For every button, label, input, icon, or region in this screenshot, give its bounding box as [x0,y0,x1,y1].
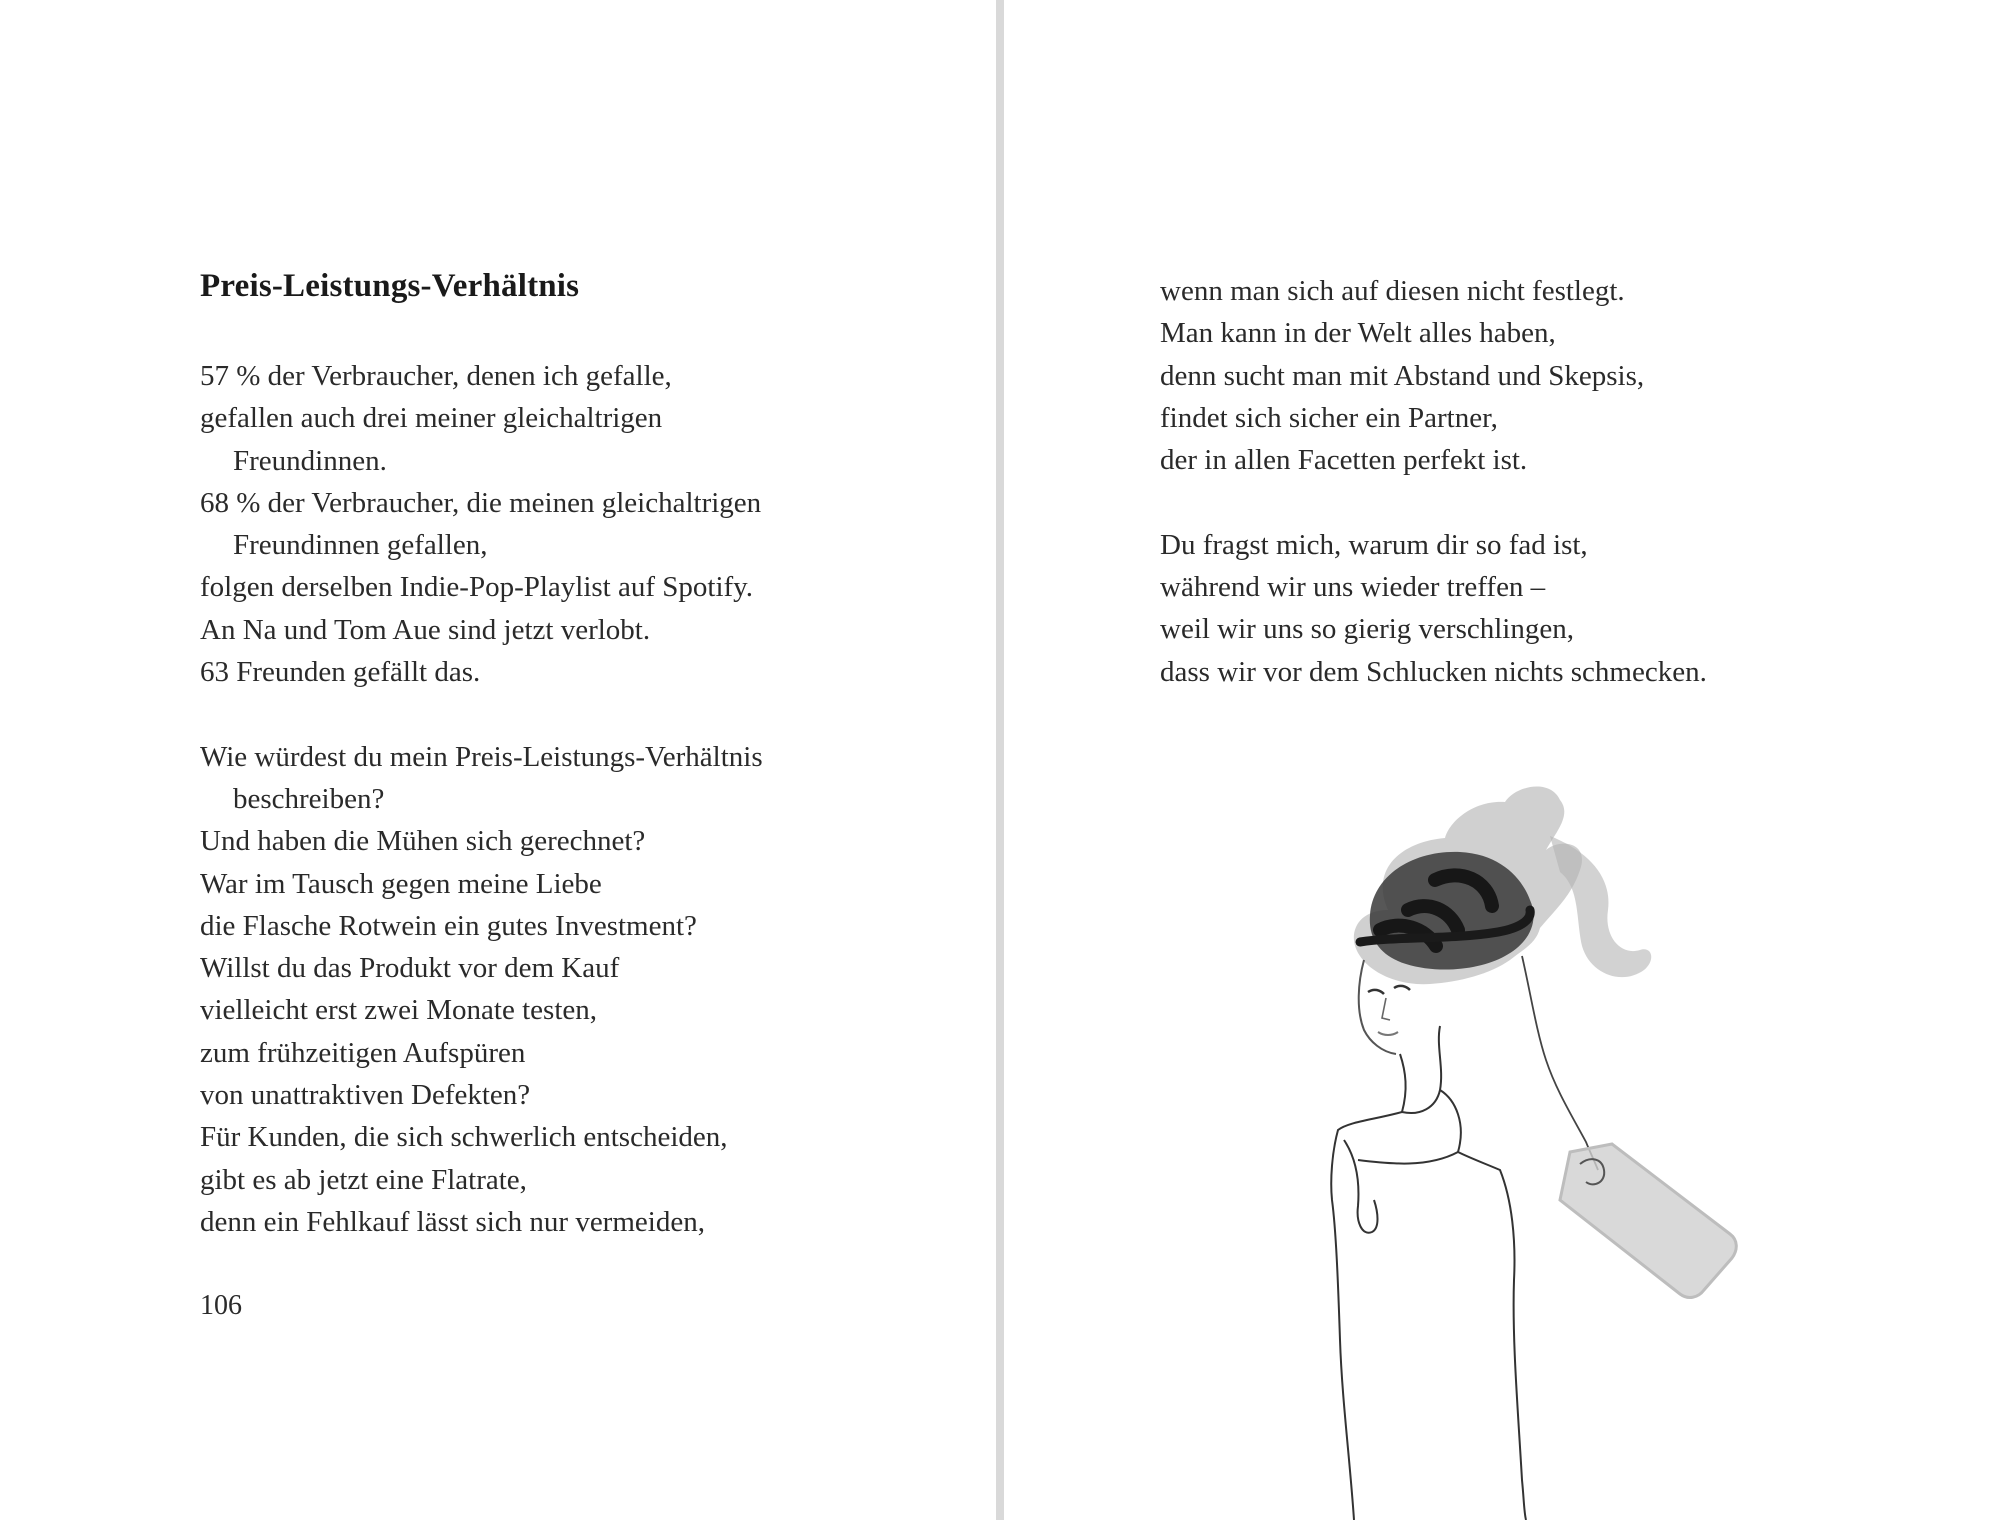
poem-title: Preis-Leistungs-Verhältnis [200,268,580,304]
poem-line: Und haben die Mühen sich gerechnet? [200,825,646,858]
shoulder-left [1331,1112,1402,1520]
nose [1382,998,1390,1020]
poem-line: An Na und Tom Aue sind jetzt verlobt. [200,613,651,646]
poem-line: folgen derselben Indie-Pop-Playlist auf Spotify. [200,571,754,604]
poem-line: der in allen Facetten perfekt ist. [1160,444,1528,477]
poem-line: Freundinnen. [233,444,387,477]
poem-line: gibt es ab jetzt eine Flatrate, [200,1163,527,1196]
poem-line: zum frühzeitigen Aufspüren [200,1036,526,1069]
woman-with-hat-illustration [1260,760,1780,1520]
poem-line: Für Kunden, die sich schwerlich entscheiden, [200,1121,728,1154]
eye-right [1394,986,1410,990]
poem-line: Freundinnen gefallen, [233,529,488,562]
neck [1400,1026,1441,1113]
poem-line: gefallen auch drei meiner gleichaltrigen [200,402,663,435]
poem-line: während wir uns wieder treffen – [1160,571,1546,604]
page-gutter-right [1000,0,1004,1520]
poem-line: War im Tausch gegen meine Liebe [200,867,602,900]
poem-text-left [200,355,763,1243]
poem-line: Willst du das Produkt vor dem Kauf [200,952,620,985]
poem-line: Du fragst mich, warum dir so fad ist, [1160,528,1588,561]
neckline [1358,1152,1458,1164]
tag-string [1522,956,1598,1170]
poem-text-right [1160,270,1707,693]
arm-left [1344,1140,1378,1233]
poem-line: Wie würdest du mein Preis-Leistungs-Verhältnis [200,740,763,773]
poem-line: Man kann in der Welt alles haben, [1160,317,1556,350]
right-page [1000,0,2000,1520]
poem-line: denn ein Fehlkauf lässt sich nur vermeiden, [200,1205,705,1238]
hat-ribbon-wash [1550,836,1651,977]
poem-line: die Flasche Rotwein ein gutes Investment? [200,909,697,942]
poem-line: 57 % der Verbraucher, denen ich gefalle, [200,360,672,392]
poem-line: weil wir uns so gierig verschlingen, [1160,613,1574,646]
poem-line: findet sich sicher ein Partner, [1160,401,1498,434]
stanza-break [1160,481,1707,523]
poem-line: vielleicht erst zwei Monate testen, [200,994,597,1027]
poem-line: wenn man sich auf diesen nicht festlegt. [1160,275,1625,307]
page-number: 106 [200,1290,242,1321]
poem-line: beschreiben? [233,782,385,815]
poem-line: dass wir vor dem Schlucken nichts schmecken. [1160,655,1707,688]
eye-left [1368,990,1384,994]
poem-line: von unattraktiven Defekten? [200,1079,531,1112]
mouth [1378,1032,1398,1035]
poem-line: 63 Freunden gefällt das. [200,656,481,689]
poem-line: 68 % der Verbraucher, die meinen gleichaltrigen [200,486,762,519]
stanza-break [200,693,763,735]
price-tag [1560,1144,1736,1297]
poem-line: denn sucht man mit Abstand und Skepsis, [1160,359,1645,392]
